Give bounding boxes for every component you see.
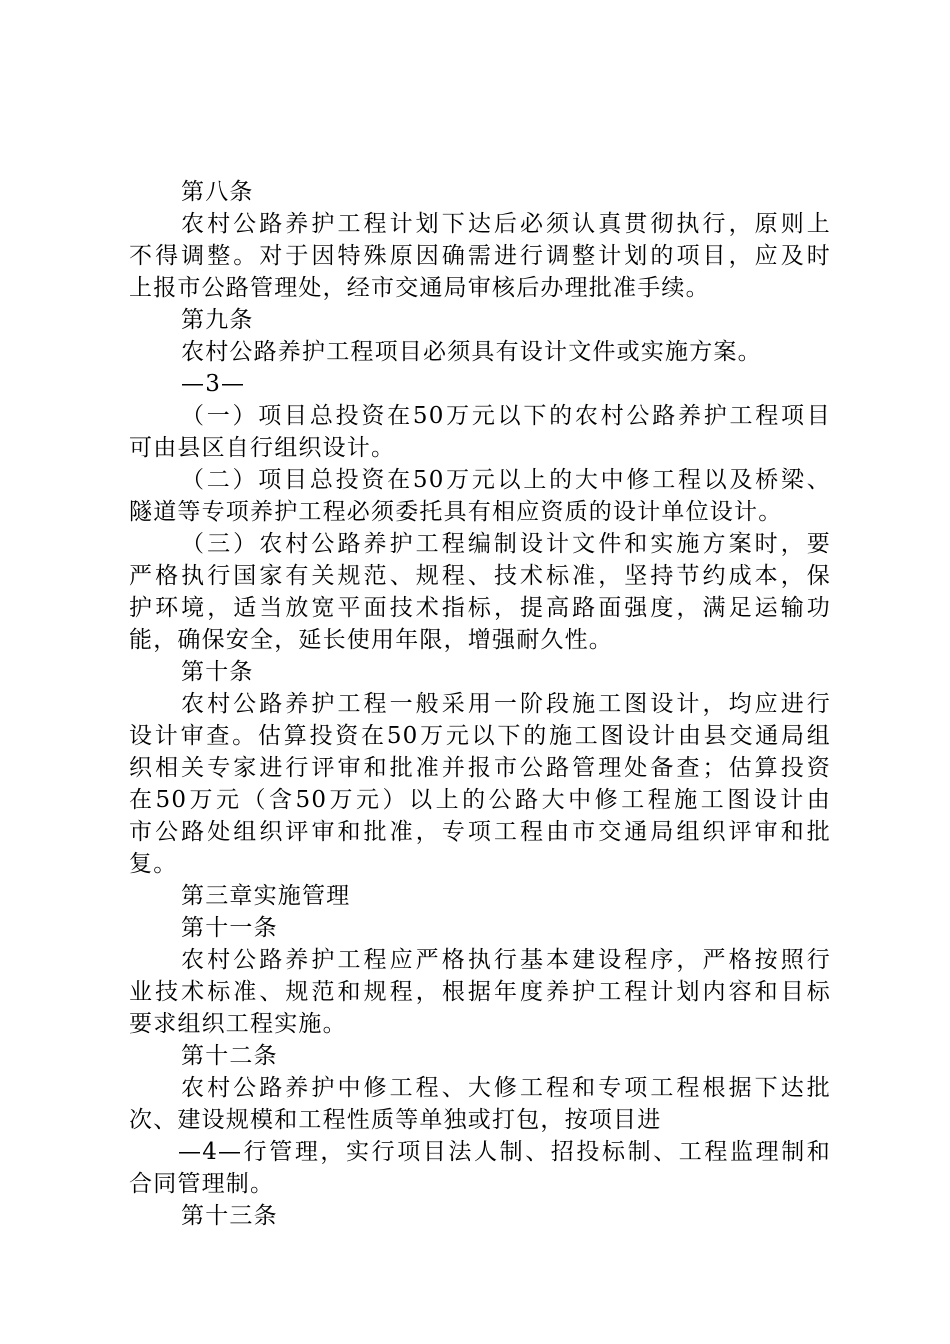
article-heading: 第八条 — [181, 179, 254, 205]
chapter-heading: 第三章实施管理 — [181, 883, 351, 909]
paragraph-line: 农村公路养护工程应严格执行基本建设程序，严格按照行 — [181, 947, 831, 973]
paragraph-line: （二）项目总投资在50万元以上的大中修工程以及桥梁、 — [181, 467, 831, 493]
article-heading: 第十条 — [181, 659, 254, 685]
paragraph-line: 业技术标准、规范和规程，根据年度养护工程计划内容和目标 — [129, 979, 831, 1005]
paragraph-line: 复。 — [129, 851, 178, 877]
paragraph-line: （一）项目总投资在50万元以下的农村公路养护工程项目 — [181, 403, 831, 429]
paragraph-line: 隧道等专项养护工程必须委托具有相应资质的设计单位设计。 — [129, 499, 783, 525]
paragraph-line: 上报市公路管理处，经市交通局审核后办理批准手续。 — [129, 275, 710, 301]
paragraph-line: 不得调整。对于因特殊原因确需进行调整计划的项目，应及时 — [129, 243, 831, 269]
paragraph-line: 农村公路养护工程项目必须具有设计文件或实施方案。 — [181, 339, 762, 365]
paragraph-line: 能，确保安全，延长使用年限，增强耐久性。 — [129, 627, 613, 653]
paragraph-line: （三）农村公路养护工程编制设计文件和实施方案时，要 — [181, 531, 831, 557]
page-number-marker: —3— — [181, 371, 246, 397]
paragraph-line: 要求组织工程实施。 — [129, 1011, 347, 1037]
article-heading: 第十三条 — [181, 1203, 278, 1229]
paragraph-line: 严格执行国家有关规范、规程、技术标准，坚持节约成本，保 — [129, 563, 831, 589]
paragraph-line: 次、建设规模和工程性质等单独或打包，按项目进 — [129, 1107, 662, 1133]
paragraph-line: 农村公路养护工程计划下达后必须认真贯彻执行，原则上 — [181, 211, 831, 237]
paragraph-line: 设计审查。估算投资在50万元以下的施工图设计由县交通局组 — [129, 723, 831, 749]
article-heading: 第十二条 — [181, 1043, 278, 1069]
paragraph-line: —4—行管理，实行项目法人制、招投标制、工程监理制和 — [178, 1139, 831, 1165]
article-heading: 第十一条 — [181, 915, 278, 941]
paragraph-line: 护环境，适当放宽平面技术指标，提高路面强度，满足运输功 — [129, 595, 831, 621]
paragraph-line: 农村公路养护中修工程、大修工程和专项工程根据下达批 — [181, 1075, 831, 1101]
paragraph-line: 农村公路养护工程一般采用一阶段施工图设计，均应进行 — [181, 691, 831, 717]
paragraph-line: 可由县区自行组织设计。 — [129, 435, 396, 461]
paragraph-line: 在50万元（含50万元）以上的公路大中修工程施工图设计由 — [129, 787, 831, 813]
paragraph-line: 织相关专家进行评审和批准并报市公路管理处备查；估算投资 — [129, 755, 831, 781]
article-heading: 第九条 — [181, 307, 254, 333]
paragraph-line: 市公路处组织评审和批准，专项工程由市交通局组织评审和批 — [129, 819, 831, 845]
paragraph-line: 合同管理制。 — [129, 1171, 275, 1197]
